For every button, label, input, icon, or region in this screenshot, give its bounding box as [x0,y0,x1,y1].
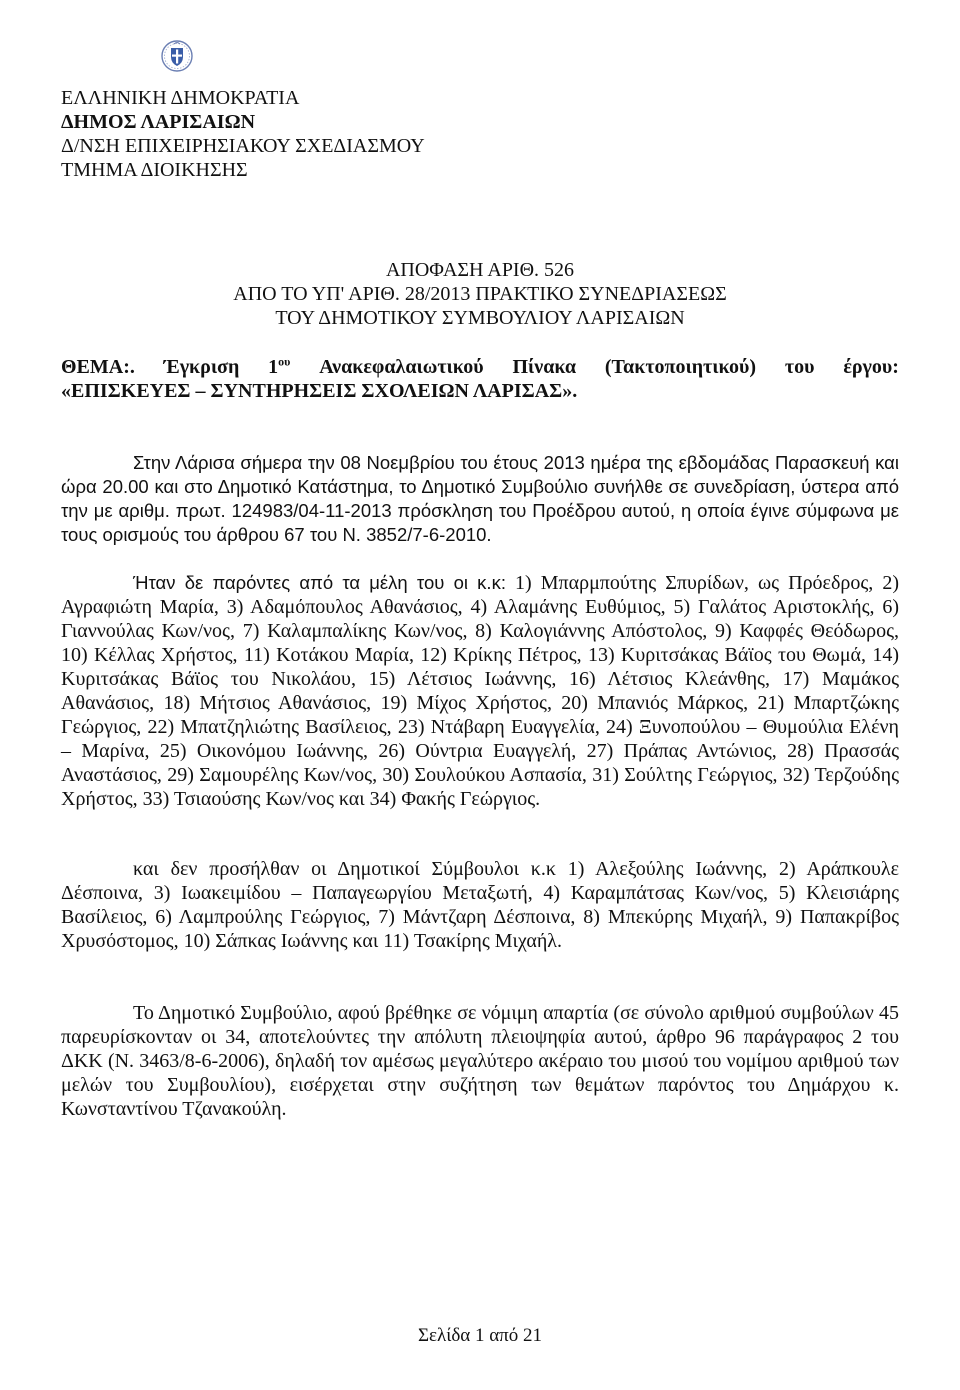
absent-text: και δεν προσήλθαν οι Δημοτικοί Σύμβουλοι κ.κ 1) Αλεξούλης Ιωάννης, 2) Αράπκουλε Δέσποινα, 3) Ιωακειμίδου – Παπαγεωργίου Μεταξωτή, 4) Καραμπάτσας Κων/νος, 5) Κλεισιάρης Βασίλειος, 6) Λαμπρούλης Γεώργιος, 7) Μάντζαρη Δέσποινα, 8) Μπεκύρης Μιχαήλ, 9) Παπακρίβος Χρυσόστομος, 10) Σάπκας Ιωάννης και 11) Τσακίρης Μιχαήλ. [61,858,899,952]
subject-word-of: του [784,356,815,378]
subject-ordinal: $1^{o\upsilon}$ [268,354,291,378]
intro-paragraph [61,451,899,547]
decision-number: ΑΠΟΦΑΣΗ ΑΡΙΘ. 526 [385,259,575,281]
intro-text: Στην Λάρισα σήμερα την 08 Νοεμβρίου του έτους 2013 ημέρα της εβδομάδας Παρασκευή και ώρα 20.00 και στο Δημοτικό Κατάστημα, το Δημοτικό Συμβούλιο συνήλθε σε συνεδρίαση, ύστερα από την με αριθμ. πρωτ. 124983/04-11-2013 πρόσκληση του Προέδρου αυτού, η οποία έγινε σύμφωνα με τους ορισμούς του άρθρου 67 του Ν. 3852/7-6-2010. [61,452,899,545]
subject-line-2: «ΕΠΙΣΚΕΥΕΣ – ΣΥΝΤΗΡΗΣΕΙΣ ΣΧΟΛΕΙΩΝ ΛΑΡΙΣΑΣ». [61,380,578,402]
header-directorate: Δ/ΝΣΗ ΕΠΙΧΕΙΡΗΣΙΑΚΟΥ ΣΧΕΔΙΑΣΜΟΥ [61,135,425,157]
subject-label: ΘΕΜΑ:. [61,356,135,378]
subject-word-regularizing: (Τακτοποιητικού) [604,356,757,378]
subject-word-project: έργου: [843,356,899,378]
decision-minutes: ΑΠΟ ΤΟ ΥΠ' ΑΡΙΘ. 28/2013 ΠΡΑΚΤΙΚΟ ΣΥΝΕΔΡΙΑΣΕΩΣ [233,283,727,305]
quorum-paragraph [61,1001,899,1121]
quorum-text: Το Δημοτικό Συμβούλιο, αφού βρέθηκε σε νόμιμη απαρτία (σε σύνολο αριθμού συμβούλων 45 παρευρίσκονταν οι 34, αποτελούντες την απόλυτη πλειοψηφία αυτού, άρθρο 96 παράγραφος 2 του ΔΚΚ (Ν. 3463/8-6-2006), δηλαδή τον αμέσως μεγαλύτερο ακέραιο του μισού του νομίμου αριθμού των μελών του Συμβουλίου), εισέρχεται στην συζήτηση των θεμάτων παρόντος του Δημάρχου κ. Κωνσταντίνου Τζανακούλη. [61,1002,899,1120]
header-municipality: ΔΗΜΟΣ ΛΑΡΙΣΑΙΩΝ [61,111,256,133]
page-number: Σελίδα 1 από 21 [417,1325,543,1346]
present-list: 1) Μπαρμπούτης Σπυρίδων, ως Πρόεδρος, 2) Αγραφιώτη Μαρία, 3) Αδαμόπουλος Αθανάσιος, 4) Αλαμάνης Ευθύμιος, 5) Γαλάτος Αριστοκλής, 6) Γιαννούλας Κων/νος, 7) Καλαμπαλίκης Κων/νος, 8) Καλογιάννης Απόστολος, 9) Καφφές Θεόδωρος, 10) Κέλλας Χρήστος, 11) Κοτάκου Μαρία, 12) Κρίκης Πέτρος, 13) Κυριτσάκας Βάϊος του Θωμά, 14) Κυριτσάκας Βάϊος του Νικολάου, 15) Λέτσιος Ιωάννης, 16) Λέτσιος Κλεάνθης, 17) Μαμάκος Αθανάσιος, 18) Μήτσιος Αθανάσιος, 19) Μίχος Χρήστος, 20) Μπανιός Μάρκος, 21) Μπαρτζώκης Γεώργιος, 22) Μπατζηλιώτης Βασίλειος, 23) Ντάβαρη Ευαγγελία, 24) Ξυνοπούλου – Θυμούλια Ελένη – Μαρίνα, 25) Οικονόμου Ιωάννης, 26) Ούντρια Ευαγγελή, 27) Πράπας Αντώνιος, 28) Πρασσάς Αναστάσιος, 29) Σαμουρέλης Κων/νος, 30) Σουλούκου Ασπασία, 31) Σούλτης Γεώργιος, 32) Τερζούδης Χρήστος, 33) Τσιαούσης Κων/νος και 34) Φακής Γεώργιος. [61,572,899,810]
document-header [61,86,425,182]
header-department: ΤΜΗΜΑ ΔΙΟΙΚΗΣΗΣ [61,159,248,181]
present-lead: Ήταν δε παρόντες από τα μέλη του οι κ.κ: [133,572,506,593]
absent-members-paragraph [61,857,899,953]
subject-line-1 [61,355,899,379]
subject-word-approval: Έγκριση [163,356,240,378]
greek-coat-of-arms-icon [160,38,194,72]
subject-word-table: Πίνακα [512,356,577,378]
decision-title [0,258,960,330]
subject-block [61,355,899,403]
subject-word-summary: Ανακεφαλαιωτικού [319,356,484,378]
present-members-paragraph [61,571,899,811]
decision-council: ΤΟΥ ΔΗΜΟΤΙΚΟΥ ΣΥΜΒΟΥΛΙΟΥ ΛΑΡΙΣΑΙΩΝ [275,307,685,329]
header-republic: ΕΛΛΗΝΙΚΗ ΔΗΜΟΚΡΑΤΙΑ [61,87,300,109]
